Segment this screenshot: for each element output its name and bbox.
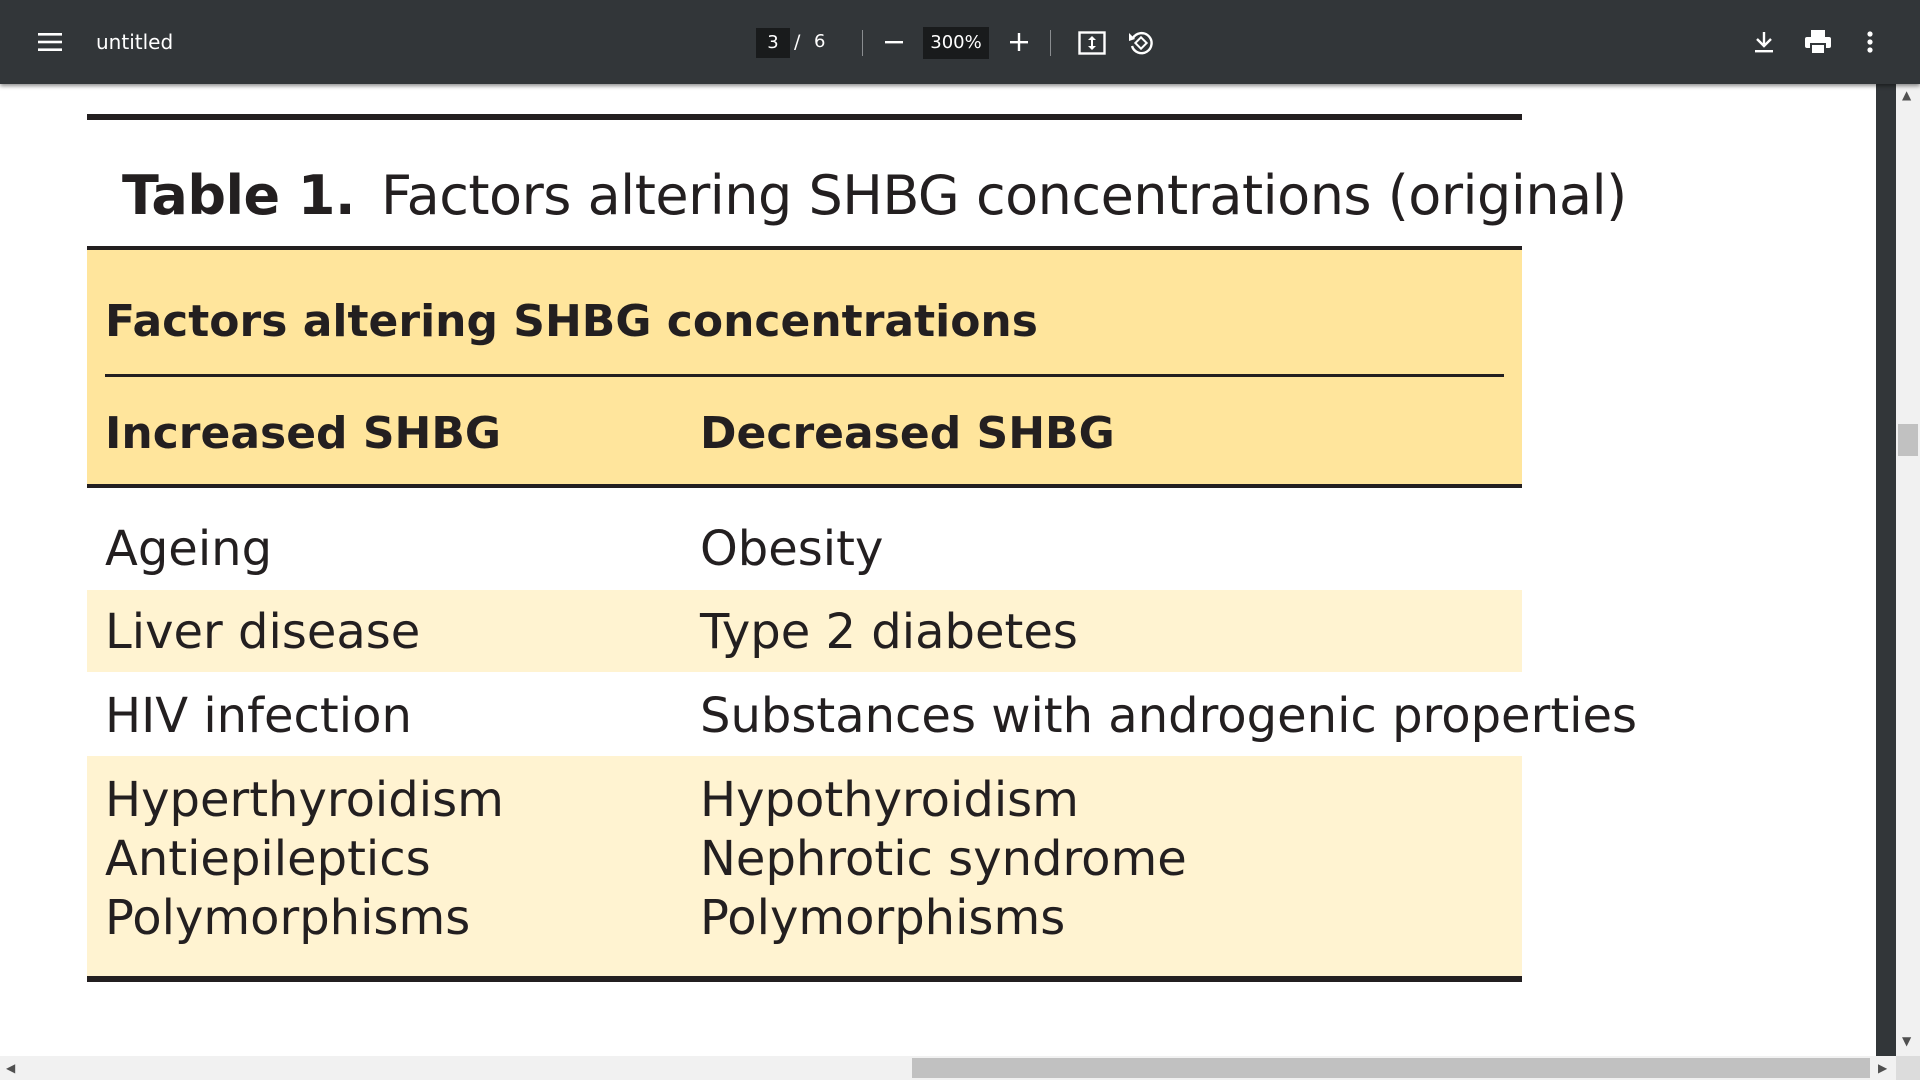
table-header: Factors altering SHBG concentrations — [105, 296, 1038, 347]
table-caption: Factors altering SHBG concentrations (original) — [381, 164, 1627, 227]
cell-increased: Liver disease — [105, 604, 421, 660]
cell-increased: Polymorphisms — [105, 890, 471, 946]
scroll-up-icon[interactable]: ▲ — [1902, 88, 1912, 102]
page-number-input[interactable]: 3 — [756, 28, 790, 58]
rotate-button[interactable] — [1124, 26, 1158, 60]
menu-button[interactable] — [30, 22, 70, 62]
scrollbar-corner — [1896, 1056, 1920, 1080]
scroll-down-icon[interactable]: ▼ — [1902, 1034, 1912, 1048]
table-top-rule — [87, 114, 1522, 120]
page-total: 6 — [814, 31, 826, 52]
zoom-in-button[interactable] — [1003, 26, 1035, 58]
header-rule — [105, 374, 1504, 377]
cell-increased: Hyperthyroidism — [105, 772, 504, 828]
toolbar-divider — [1050, 30, 1051, 56]
cell-increased: Ageing — [105, 521, 273, 577]
cell-decreased: Substances with androgenic properties — [700, 688, 1638, 744]
menu-icon — [37, 32, 63, 52]
zoom-out-button[interactable] — [878, 26, 910, 58]
zoom-in-icon — [1009, 32, 1029, 52]
cell-increased: Antiepileptics — [105, 831, 431, 887]
zoom-out-icon — [884, 32, 904, 52]
fit-page-icon — [1078, 31, 1106, 55]
cell-decreased: Polymorphisms — [700, 890, 1066, 946]
column-header-increased: Increased SHBG — [105, 408, 502, 459]
table-bottom-rule — [87, 976, 1522, 982]
more-options-icon — [1866, 30, 1874, 54]
download-button[interactable] — [1748, 26, 1780, 58]
horizontal-scroll-thumb[interactable] — [912, 1058, 1870, 1078]
cell-decreased: Type 2 diabetes — [700, 604, 1078, 660]
more-options-button[interactable] — [1858, 26, 1882, 58]
scroll-right-icon[interactable]: ▶ — [1878, 1061, 1888, 1075]
viewer-side-strip — [1876, 84, 1896, 1056]
toolbar-divider — [862, 30, 863, 56]
page-separator: / — [794, 31, 801, 53]
column-header-decreased: Decreased SHBG — [700, 408, 1115, 459]
table-title — [122, 164, 1627, 227]
cell-increased: HIV infection — [105, 688, 412, 744]
print-button[interactable] — [1800, 26, 1836, 58]
rotate-icon — [1127, 29, 1155, 57]
print-icon — [1804, 29, 1832, 55]
header-bottom-rule — [87, 484, 1522, 488]
pdf-toolbar — [0, 0, 1920, 84]
vertical-scroll-thumb[interactable] — [1898, 424, 1918, 456]
cell-decreased: Obesity — [700, 521, 884, 577]
download-icon — [1753, 30, 1775, 54]
cell-decreased: Nephrotic syndrome — [700, 831, 1187, 887]
scroll-left-icon[interactable]: ◀ — [6, 1061, 16, 1075]
fit-page-button[interactable] — [1074, 26, 1110, 60]
zoom-input[interactable]: 300% — [923, 27, 989, 59]
document-title: untitled — [96, 30, 174, 54]
cell-decreased: Hypothyroidism — [700, 772, 1079, 828]
vertical-scrollbar[interactable] — [1896, 84, 1920, 1056]
table-label: Table 1. — [122, 164, 355, 227]
